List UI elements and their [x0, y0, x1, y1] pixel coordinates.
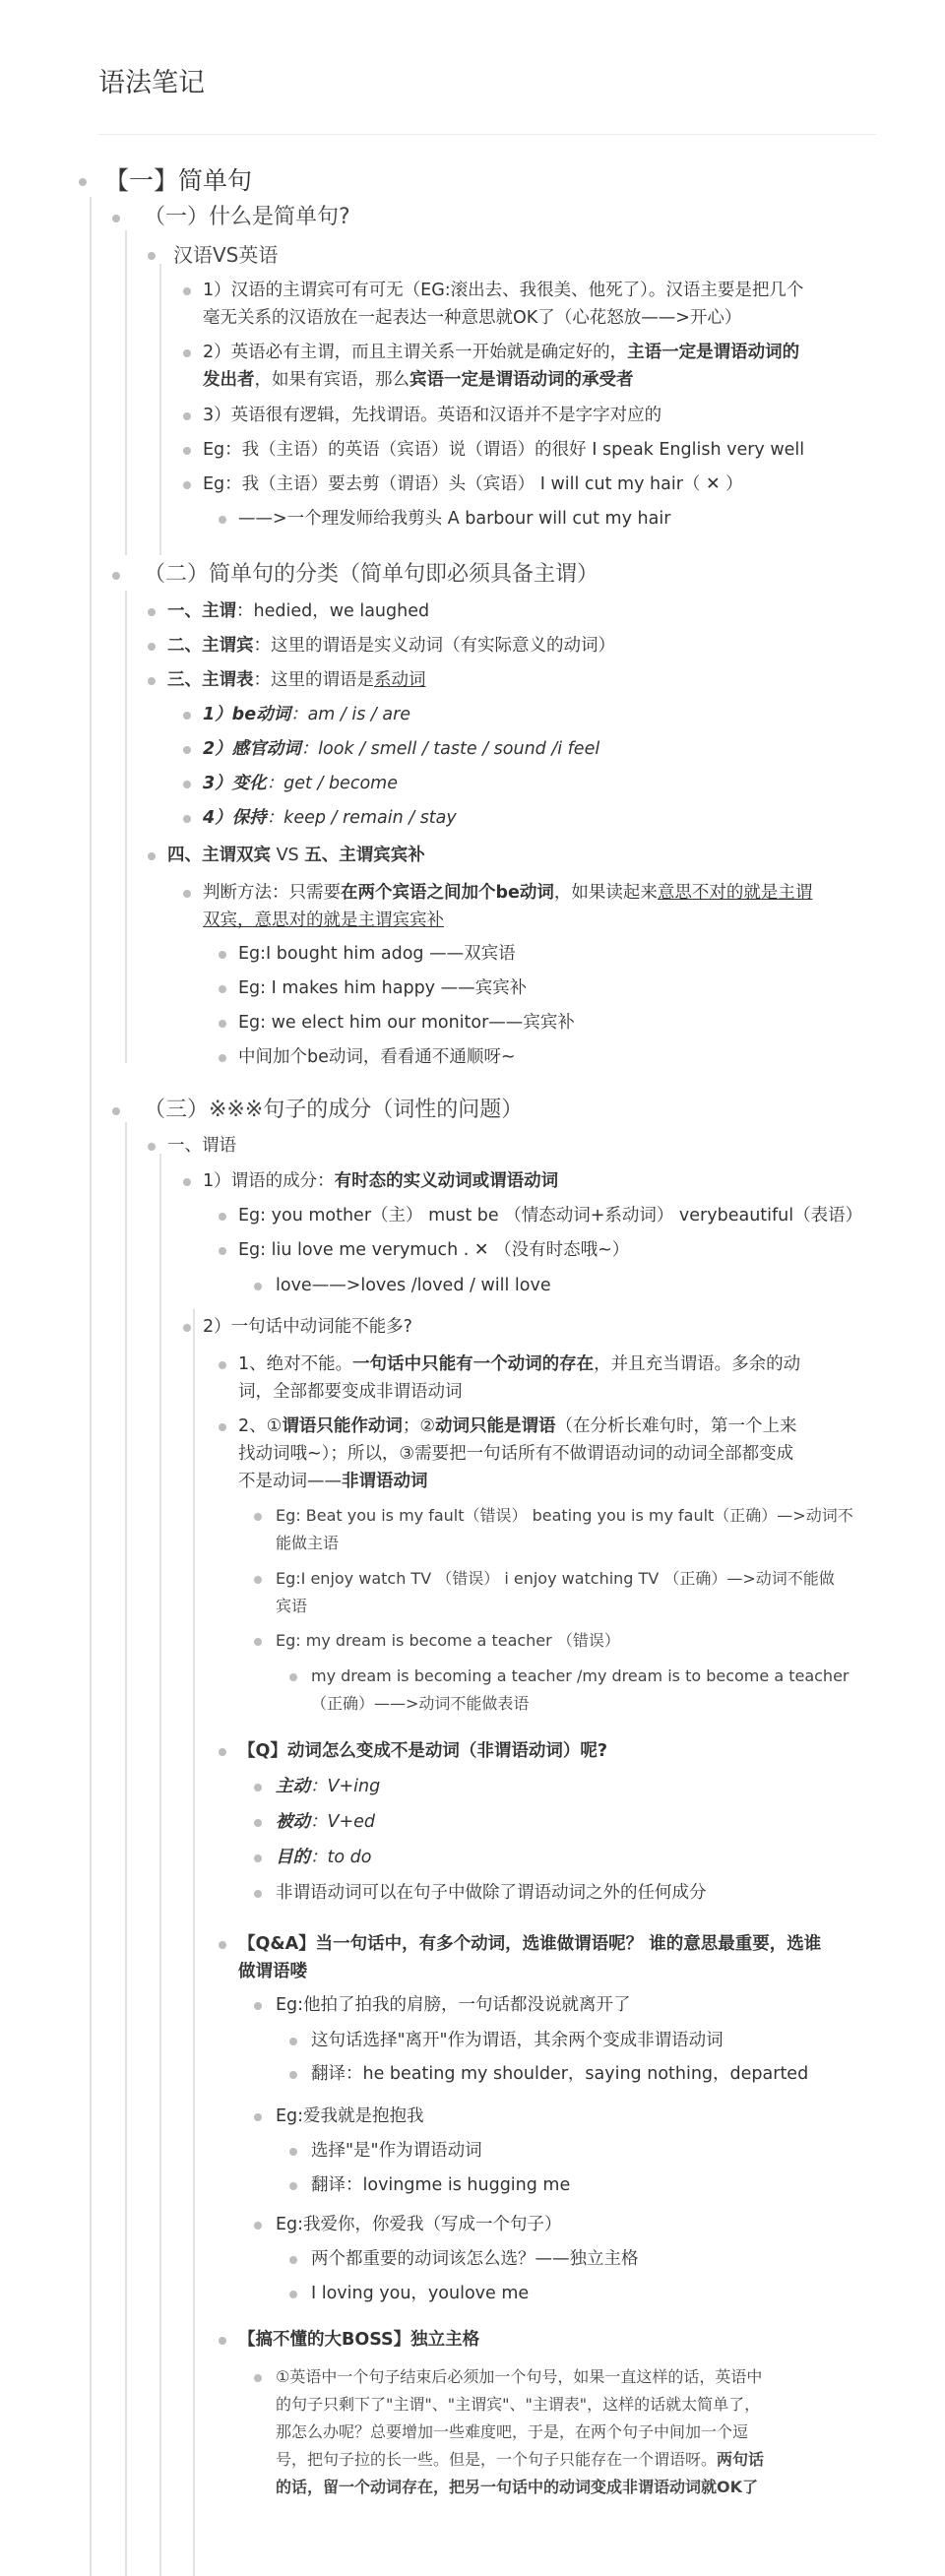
indent-guide	[125, 230, 127, 555]
section-3-title: （三）※※※句子的成分（词性的问题）	[144, 1098, 524, 1122]
qa-example-1-translation: 翻译：he beating my shoulder，saying nothing，departed	[311, 2064, 809, 2084]
nonfinite-active: 主动：V+ing	[276, 1777, 381, 1796]
nonfinite-note: 非谓语动词可以在句子中做除了谓语动词之外的任何成分	[276, 1883, 707, 1903]
error-example-3-fix-line-2: （正确）——>动词不能做表语	[311, 1694, 530, 1713]
qa-example-1: Eg:他拍了拍我的肩膀，一句话都没说就离开了	[276, 1995, 631, 2015]
example-2-sub: ——>一个理发师给我剪头 A barbour will cut my hair	[238, 509, 671, 529]
rule-2-line-1: 2、①谓语只能作动词；②动词只能是谓语（在分析长难句时，第一个上来	[238, 1416, 797, 1436]
bullet	[254, 1819, 262, 1827]
bullet	[289, 2256, 297, 2264]
boss-para-line-1: ①英语中一个句子结束后必须加一个句号，如果一直这样的话，英语中	[276, 2367, 763, 2386]
error-example-1-line-1: Eg: Beat you is my fault（错误） beating you is my fault（正确）—>动词不	[276, 1506, 853, 1525]
section-2-title: （二）简单句的分类（简单句即必须具备主谓）	[144, 562, 599, 587]
rule-2-line-3: 不是动词——非谓语动词	[238, 1472, 428, 1491]
link-verb-sense: 2）感官动词：look / smell / taste / sound /i feel	[203, 739, 600, 759]
point-3: 3）英语很有逻辑，先找谓语。英语和汉语并不是字字对应的	[203, 406, 662, 425]
point-1-line-1: 1）汉语的主谓宾可有可无（EG:滚出去、我很美、他死了）。汉语主要是把几个	[203, 281, 804, 300]
link-verb-be: 1）be动词：am / is / are	[203, 705, 411, 724]
error-example-2-line-2: 宾语	[276, 1597, 308, 1615]
example-1: Eg：我（主语）的英语（宾语）说（谓语）的很好 I speak English very well	[203, 440, 805, 460]
predicate-example-2-sub: love——>loves /loved / will love	[276, 1276, 551, 1295]
bullet	[219, 1423, 226, 1431]
bullet	[148, 1143, 156, 1151]
bullet	[148, 677, 156, 685]
bullet	[254, 2002, 262, 2010]
bullet	[183, 412, 191, 420]
bullet	[219, 1941, 226, 1949]
verb-count-question: 2）一句话中动词能不能多?	[203, 1317, 412, 1337]
bullet	[254, 1576, 262, 1584]
bullet	[183, 349, 191, 357]
indent-guide	[125, 591, 127, 1063]
bullet	[289, 2071, 297, 2079]
bullet	[183, 746, 191, 754]
bullet	[183, 890, 191, 898]
predicate-example-2: Eg: liu love me verymuch . ✕ （没有时态哦~）	[238, 1240, 630, 1260]
link-verb-change: 3）变化：get / become	[203, 774, 398, 793]
bullet	[289, 2291, 297, 2298]
bullet	[289, 2038, 297, 2045]
predicate-component: 1）谓语的成分：有时态的实义动词或谓语动词	[203, 1171, 559, 1191]
bullet	[148, 643, 156, 651]
error-example-1-line-2: 能做主语	[276, 1534, 340, 1552]
boss-para-line-5: 的话，留一个动词存在，把另一句话中的动词变成非谓语动词就OK了	[276, 2478, 759, 2496]
type-4-vs-5: 四、主谓双宾 VS 五、主谓宾宾补	[167, 846, 425, 865]
bullet	[254, 2374, 262, 2382]
bullet	[183, 712, 191, 720]
bullet	[254, 1283, 262, 1290]
bullet	[183, 447, 191, 455]
bullet	[219, 1748, 226, 1756]
title-divider	[98, 134, 876, 135]
bullet	[254, 2113, 262, 2121]
bullet	[254, 1854, 262, 1862]
type-1: 一、主谓：hedied，we laughed	[167, 601, 430, 621]
section-1-subtitle: 汉语VS英语	[173, 243, 279, 267]
bullet	[183, 1178, 191, 1186]
nonfinite-purpose: 目的：to do	[276, 1848, 372, 1867]
error-example-2-line-1: Eg:I enjoy watch TV （错误） i enjoy watching TV （正确）—>动词不能做	[276, 1569, 835, 1588]
bullet	[219, 1247, 226, 1255]
rule-1-line-1: 1、绝对不能。一句话中只能有一个动词的存在，并且充当谓语。多余的动	[238, 1354, 801, 1374]
qa-example-2-note: 选择"是"作为谓语动词	[311, 2141, 482, 2161]
bullet	[183, 481, 191, 489]
point-2-line-1: 2）英语必有主谓，而且主谓关系一开始就是确定好的，主语一定是谓语动词的	[203, 343, 800, 362]
bullet	[289, 2182, 297, 2190]
bullet	[254, 2222, 262, 2230]
indent-guide	[159, 1154, 161, 2576]
bullet	[219, 1361, 226, 1369]
judge-line-2: 双宾，意思对的就是主谓宾宾补	[203, 911, 444, 930]
error-example-3: Eg: my dream is become a teacher （错误）	[276, 1631, 620, 1650]
indent-guide	[90, 197, 92, 2576]
qa-line-2: 做谓语喽	[238, 1962, 307, 1981]
bullet	[148, 852, 156, 860]
point-2-line-2: 发出者，如果有宾语，那么宾语一定是谓语动词的承受者	[203, 370, 634, 390]
qa-example-3-translation: I loving you，youlove me	[311, 2284, 530, 2303]
bullet	[219, 516, 226, 524]
bullet	[219, 1213, 226, 1221]
page-title: 语法笔记	[98, 68, 205, 98]
bullet	[183, 1324, 191, 1332]
bullet	[183, 815, 191, 823]
bullet	[219, 2337, 226, 2345]
type-2: 二、主谓宾：这里的谓语是实义动词（有实际意义的动词）	[167, 636, 615, 656]
question-nonfinite: 【Q】动词怎么变成不是动词（非谓语动词）呢?	[238, 1741, 608, 1761]
indent-guide	[125, 1122, 127, 2576]
qa-example-3: Eg:我爱你，你爱我（写成一个句子）	[276, 2215, 562, 2234]
qa-example-3-note: 两个都重要的动词该怎么选？——独立主格	[311, 2249, 639, 2269]
bullet	[112, 215, 120, 222]
nonfinite-passive: 被动：V+ed	[276, 1812, 376, 1832]
bullet	[79, 178, 87, 186]
bullet	[183, 781, 191, 788]
bullet	[289, 2148, 297, 2156]
qa-line-1: 【Q&A】当一句话中，有多个动词，选谁做谓语呢？ 谁的意思最重要，选谁	[238, 1934, 822, 1954]
rule-1-line-2: 词，全部都要变成非谓语动词	[238, 1382, 463, 1402]
boss-para-line-2: 的句子只剩下了"主谓"、"主谓宾"、"主谓表"，这样的话就太简单了，	[276, 2395, 761, 2414]
judge-example-1: Eg:I bought him adog ——双宾语	[238, 944, 516, 964]
link-verb-keep: 4）保持：keep / remain / stay	[203, 808, 457, 828]
boss-heading: 【搞不懂的大BOSS】独立主格	[238, 2330, 480, 2350]
predicate-heading: 一、谓语	[167, 1136, 236, 1156]
qa-example-1-note: 这句话选择"离开"作为谓语，其余两个变成非谓语动词	[311, 2031, 724, 2050]
judge-example-3: Eg: we elect him our monitor——宾宾补	[238, 1013, 575, 1033]
bullet	[219, 985, 226, 993]
bullet	[219, 1020, 226, 1028]
bullet	[112, 1107, 120, 1115]
qa-example-2: Eg:爱我就是抱抱我	[276, 2106, 424, 2126]
bullet	[254, 1638, 262, 1646]
judge-example-2: Eg: I makes him happy ——宾宾补	[238, 978, 528, 998]
bullet	[112, 572, 120, 580]
bullet	[254, 1890, 262, 1898]
bullet	[219, 951, 226, 959]
rule-2-line-2: 找动词哦~）；所以，③需要把一句话所有不做谓语动词的动词全部都变成	[238, 1444, 794, 1464]
heading-simple-sentence: 【一】简单句	[104, 166, 253, 195]
judge-line-1: 判断方法：只需要在两个宾语之间加个be动词，如果读起来意思不对的就是主谓	[203, 883, 813, 903]
bullet	[254, 1513, 262, 1521]
predicate-example-1: Eg: you mother（主） must be （情态动词+系动词） verybeautiful（表语）	[238, 1206, 863, 1225]
section-1-title: （一）什么是简单句?	[144, 205, 350, 229]
indent-guide	[193, 1309, 195, 2576]
type-3: 三、主谓表：这里的谓语是系动词	[167, 670, 426, 690]
bullet	[148, 608, 156, 616]
bullet	[148, 252, 156, 260]
boss-para-line-4: 号，把句子拉的长一些。但是，一个句子只能存在一个谓语呀。两句话	[276, 2450, 765, 2469]
error-example-3-fix-line-1: my dream is becoming a teacher /my dream is to become a teacher	[311, 1666, 850, 1685]
point-1-line-2: 毫无关系的汉语放在一起表达一种意思就OK了（心花怒放——>开心）	[203, 308, 742, 328]
bullet	[219, 1054, 226, 1062]
boss-para-line-3: 那怎么办呢？总要增加一些难度吧，于是，在两个句子中间加一个逗	[276, 2422, 749, 2441]
judge-tip: 中间加个be动词，看看通不通顺呀~	[238, 1047, 516, 1067]
bullet	[183, 287, 191, 295]
example-2: Eg：我（主语）要去剪（谓语）头（宾语） I will cut my hair（ ✕ ）	[203, 474, 743, 494]
bullet	[254, 1784, 262, 1791]
qa-example-2-translation: 翻译：lovingme is hugging me	[311, 2175, 571, 2195]
bullet	[289, 1673, 297, 1681]
indent-guide	[159, 264, 161, 555]
